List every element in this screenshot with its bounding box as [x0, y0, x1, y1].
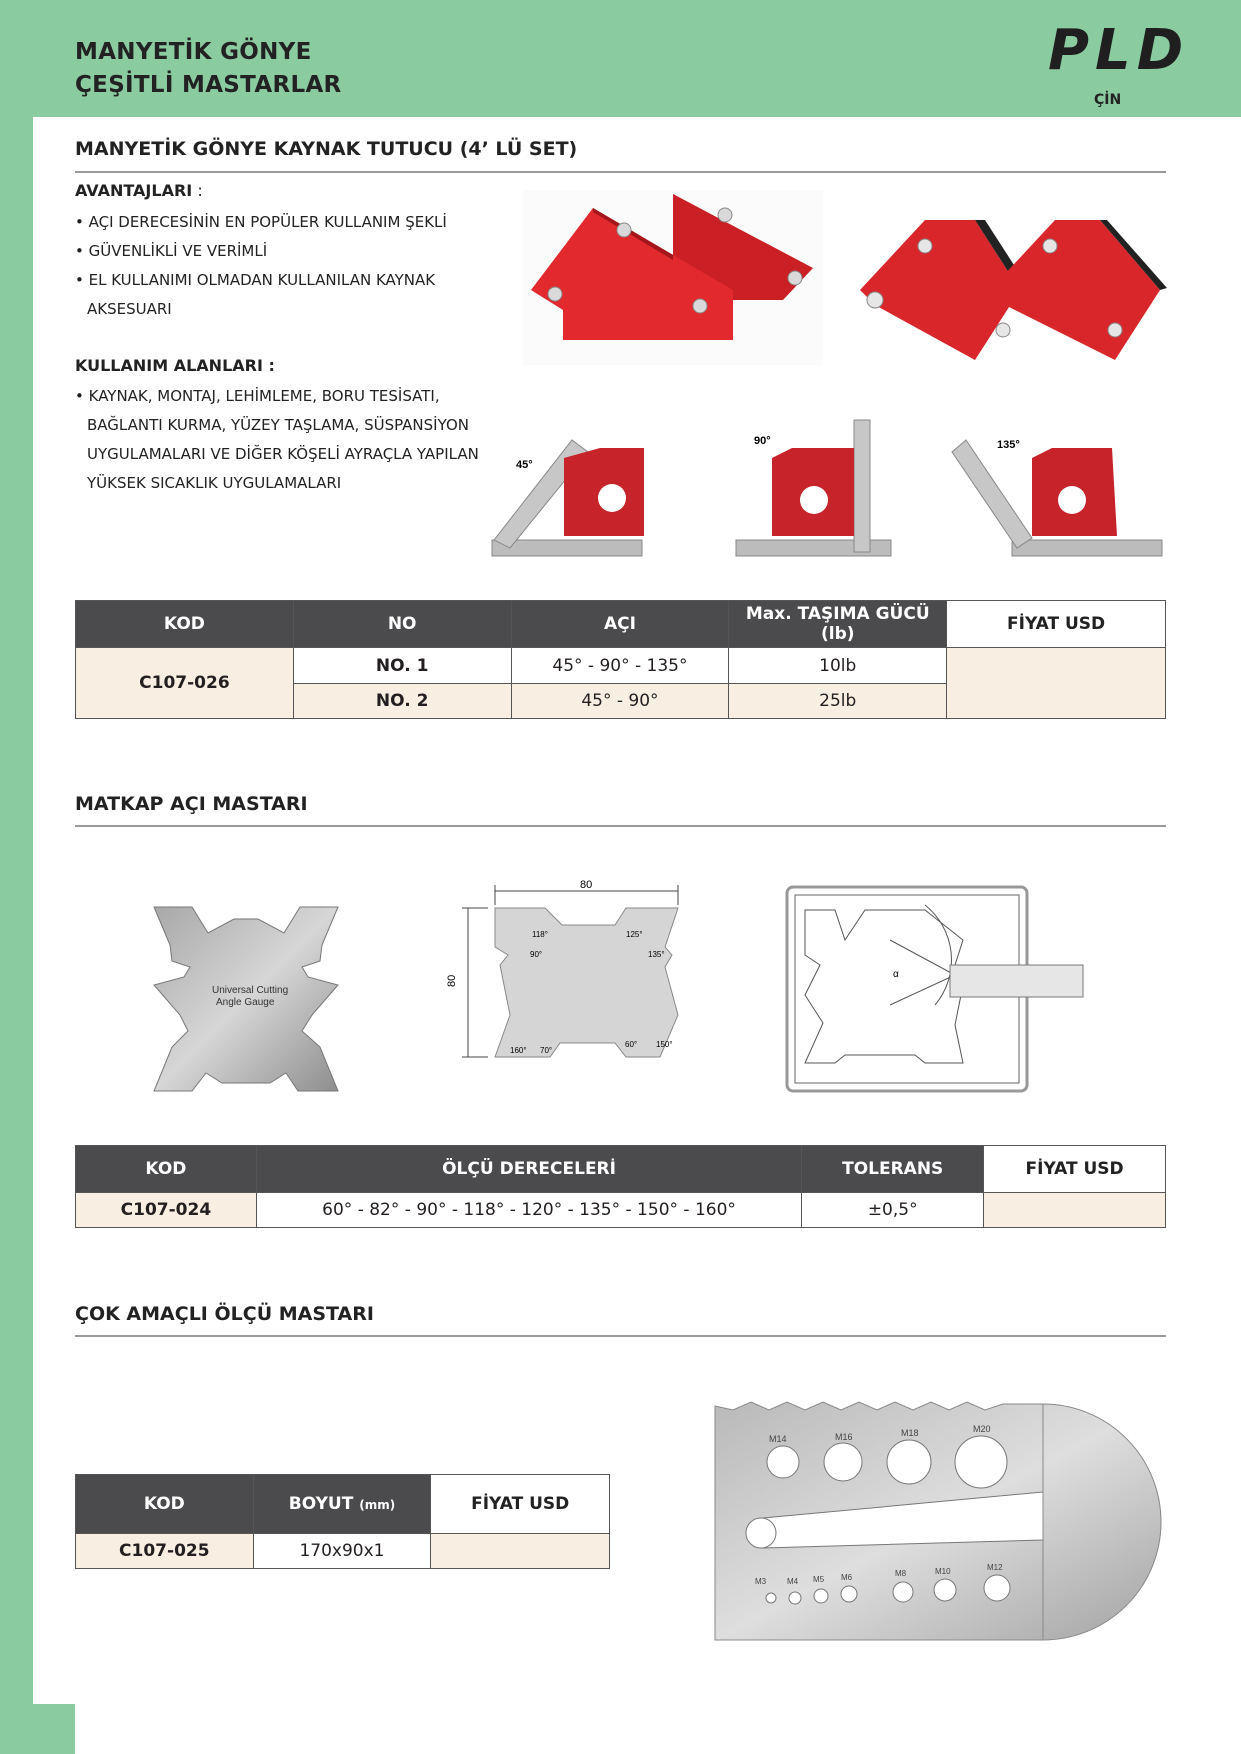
- magnet-table: [75, 600, 1166, 719]
- advantage-item: • AÇI DERECESİNİN EN POPÜLER KULLANIM ŞEKLİ: [75, 213, 447, 231]
- th-aci: AÇI: [511, 601, 729, 648]
- alpha-label: α: [893, 969, 899, 980]
- cell-no: NO. 1: [293, 648, 511, 684]
- cell-tolerance: ±0,5°: [802, 1193, 984, 1228]
- hole-label-m6: M6: [841, 1573, 853, 1582]
- hole-label-m18: M18: [901, 1428, 919, 1438]
- hole-label-m4: M4: [787, 1577, 799, 1586]
- magnet-photo-front: [523, 190, 823, 365]
- gauge-photo: [152, 905, 340, 1093]
- advantages-title: [75, 181, 203, 200]
- multi-gauge-photo: [713, 1400, 1165, 1645]
- th-no: NO: [293, 601, 511, 648]
- angle-60: 60°: [625, 1040, 638, 1049]
- angle-90: 90°: [530, 950, 543, 959]
- cell-code: C107-025: [76, 1534, 254, 1569]
- multi-gauge-table: [75, 1474, 610, 1569]
- section2-title: MATKAP AÇI MASTARI: [75, 793, 308, 815]
- th-boyut: [253, 1475, 431, 1534]
- angle-160: 160°: [510, 1046, 527, 1055]
- th-kod: KOD: [76, 601, 294, 648]
- gauge-drawing: [446, 875, 690, 1095]
- advantages-title-text: AVANTAJLARI: [75, 181, 193, 200]
- left-band: [0, 117, 33, 1754]
- cell-no: NO. 2: [293, 684, 511, 719]
- advantages-colon: :: [192, 181, 203, 200]
- section1-divider: [75, 171, 1166, 173]
- th-kod: KOD: [76, 1475, 254, 1534]
- hole-label-m14: M14: [769, 1434, 787, 1444]
- hole-label-m3: M3: [755, 1577, 767, 1586]
- page-title: [75, 36, 342, 102]
- dim-height: 80: [446, 974, 458, 987]
- brand-logo: PLD: [1048, 18, 1190, 83]
- th-fiyat: FİYAT USD: [947, 601, 1166, 648]
- th-fiyat: FİYAT USD: [431, 1475, 610, 1534]
- th-tolerans: TOLERANS: [802, 1146, 984, 1193]
- cell-code: C107-026: [76, 648, 294, 719]
- cell-tasima: 25lb: [729, 684, 947, 719]
- angle-118: 118°: [532, 930, 548, 939]
- page-title-line2: ÇEŞİTLİ MASTARLAR: [75, 72, 342, 98]
- section3-title: ÇOK AMAÇLI ÖLÇÜ MASTARI: [75, 1303, 374, 1325]
- angle-label-90: 90°: [754, 435, 771, 447]
- cell-tasima: 10lb: [729, 648, 947, 684]
- angle-usage-photos: [492, 418, 1167, 560]
- cell-aci: 45° - 90°: [511, 684, 729, 719]
- dim-width: 80: [580, 879, 593, 891]
- angle-label-45: 45°: [516, 459, 533, 471]
- th-boyut-unit: (mm): [359, 1498, 396, 1512]
- hole-label-m20: M20: [973, 1424, 991, 1434]
- country-label: ÇİN: [1094, 92, 1122, 108]
- cell-aci: 45° - 90° - 135°: [511, 648, 729, 684]
- th-fiyat: FİYAT USD: [984, 1146, 1166, 1193]
- cell-price: [431, 1534, 610, 1569]
- hole-label-m16: M16: [835, 1432, 853, 1442]
- th-boyut-label: BOYUT: [288, 1494, 354, 1514]
- section2-divider: [75, 825, 1166, 827]
- page-title-line1: MANYETİK GÖNYE: [75, 39, 312, 65]
- advantage-item: • EL KULLANIMI OLMADAN KULLANILAN KAYNAK AKSESUARI: [75, 271, 436, 318]
- th-kod: KOD: [76, 1146, 257, 1193]
- angle-125: 125°: [626, 930, 643, 939]
- gauge-table: [75, 1145, 1166, 1228]
- usage-item: • KAYNAK, MONTAJ, LEHİMLEME, BORU TESİSATI, BAĞLANTI KURMA, YÜZEY TAŞLAMA, SÜSPANSİYON UYGULAMALARI VE DİĞER KÖŞELİ AYRAÇLA YAPILAN YÜKSEK SICAKLIK UYGULAMALARI: [75, 387, 479, 492]
- magnet-photo-side: [855, 210, 1165, 365]
- advantage-item: • GÜVENLİKLİ VE VERİMLİ: [75, 242, 268, 260]
- th-olcu: ÖLÇÜ DERECELERİ: [256, 1146, 801, 1193]
- cell-size: 170x90x1: [253, 1534, 431, 1569]
- usage-title: KULLANIM ALANLARI :: [75, 356, 275, 375]
- gauge-label-line2: Angle Gauge: [216, 997, 275, 1008]
- section3-divider: [75, 1335, 1166, 1337]
- angle-135: 135°: [648, 950, 665, 959]
- corner-band: [33, 1704, 75, 1754]
- advantages-list: [75, 208, 495, 324]
- cell-code: C107-024: [76, 1193, 257, 1228]
- cell-price: [947, 648, 1166, 719]
- hole-label-m5: M5: [813, 1575, 825, 1584]
- angle-150: 150°: [656, 1040, 673, 1049]
- usage-list: [75, 382, 495, 498]
- hole-label-m8: M8: [895, 1569, 907, 1578]
- gauge-usage-drawing: [785, 885, 1090, 1093]
- section1-title: MANYETİK GÖNYE KAYNAK TUTUCU (4’ LÜ SET): [75, 138, 578, 160]
- th-tasima: Max. TAŞIMA GÜCÜ (lb): [729, 601, 947, 648]
- angle-70: 70°: [540, 1046, 553, 1055]
- cell-degrees: 60° - 82° - 90° - 118° - 120° - 135° - 150° - 160°: [256, 1193, 801, 1228]
- gauge-label-line1: Universal Cutting: [212, 985, 289, 996]
- hole-label-m12: M12: [987, 1563, 1003, 1572]
- angle-label-135: 135°: [997, 439, 1020, 451]
- cell-price: [984, 1193, 1166, 1228]
- hole-label-m10: M10: [935, 1567, 951, 1576]
